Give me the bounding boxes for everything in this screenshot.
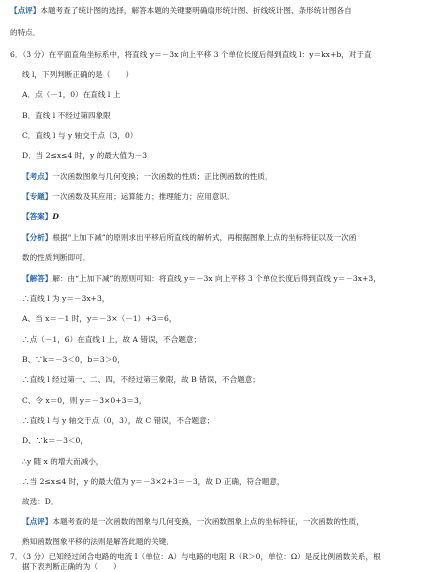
fenxi-line-1 [22,233,437,243]
jieda-line-9: D、∵k＝－3＜0， [22,436,88,445]
q7-stem-text-1: 7．（3 分）已知经过闭合电路的电流 I（单位：A）与电路的电阻 R（R＞0，单位：Ω）是反比例函数关系，根 [10,552,381,561]
review-top-line-2 [10,28,437,38]
q7-stem-text-2: 据下表判断正确的为（ ） [22,562,121,571]
jieda-line-8: ∴直线 l 与 y 轴交于点（0，3），故 C 错误，不合题意； [22,416,215,425]
review-top-line-1 [10,6,437,16]
zhuanti-tag: 【专题】 [22,192,53,201]
kaodian-line [22,172,437,182]
jieda-line-2: ∴直线 l 为 y＝－3x+3， [22,294,110,303]
q6-option-d: D．当 2≤x≤4 时，y 的最大值为－3 [22,151,148,160]
jieda-line-1 [22,274,437,284]
zhuanti-line [22,192,437,202]
fenxi-line-2 [22,253,437,263]
kaodian-text: 一次函数图象与几何变换；一次函数的性质；正比例函数的性质． [52,172,273,181]
answer-tag: 【答案】 [22,212,53,221]
review-tag: 【点评】 [10,6,41,15]
answer-text: D [52,212,59,221]
q7-stem-line-2 [22,562,437,572]
fenxi-text-2: 数的性质判断即可． [22,253,91,262]
jieda-line-10: ∴y 随 x 的增大而减小， [22,457,104,466]
q6-stem-text-1: 6．（3 分）在平面直角坐标系中，将直线 y＝－3x 向上平移 3 个单位长度后得到直线 l：y＝kx+b，对于直 [10,50,372,59]
fenxi-text-1: 根据“上加下减”的原则求出平移后所直线的解析式，再根据图象上点的坐标特征以及一次函 [52,233,357,242]
dianping-tag: 【点评】 [22,517,53,526]
review-top-text-2: 的特点． [10,28,41,37]
jieda-tag: 【解答】 [22,274,53,283]
zhuanti-text: 一次函数及其应用；运算能力；推理能力；应用意识． [52,192,235,201]
review-top-text-1: 本题考查了统计图的选择，解答本题的关键要明确扇形统计图、折线统计图、条形统计图各自 [40,6,352,15]
jieda-text-1: 解：由“上加下减”的原则可知：将直线 y＝－3x 向上平移 3 个单位长度后得到直线 y＝－3x+3， [52,274,381,283]
jieda-line-7: C、令 x＝0，则 y＝－3×0+3＝3， [22,396,147,405]
dianping-line-2 [22,537,437,547]
dianping-text-1: 本题考查的是一次函数的图象与几何变换，一次函数图象上点的坐标特征，一次函数的性质， [52,517,364,526]
q6-option-c: C．直线 l 与 y 轴交于点（3，0） [22,131,138,140]
q7-stem-line-1 [10,552,437,562]
q6-option-b: B．直线 l 不经过第四象限 [22,111,111,120]
fenxi-tag: 【分析】 [22,233,53,242]
jieda-line-4: ∴点（－1，6）在直线 l 上，故 A 错误，不合题意； [22,335,202,344]
q6-stem-text-2: 线 l，下列判断正确的是（ ） [22,70,134,79]
kaodian-tag: 【考点】 [22,172,53,181]
q6-stem-line-1 [10,50,437,60]
jieda-line-11: ∴当 2≤x≤4 时，y 的最大值为 y＝－3×2+3＝－3，故 D 正确，符合题意， [22,477,285,486]
jieda-line-3: A、当 x＝－1 时，y＝－3×（－1）+3＝6， [22,314,177,323]
q6-option-a: A．点（－1，0）在直线 l 上 [22,90,121,99]
jieda-line-5: B、∵k＝－3＜0，b＝3＞0， [22,355,125,364]
dianping-line-1 [22,517,437,527]
jieda-line-6: ∴直线 l 经过第一、二、四，不经过第三象限，故 B 错误，不合题意； [22,375,260,384]
q6-stem-line-2 [22,70,437,80]
answer-line [22,212,437,222]
jieda-line-12: 故选：D． [22,497,59,506]
dianping-text-2: 熟知函数图象平移的法则是解答此题的关键． [22,537,174,546]
